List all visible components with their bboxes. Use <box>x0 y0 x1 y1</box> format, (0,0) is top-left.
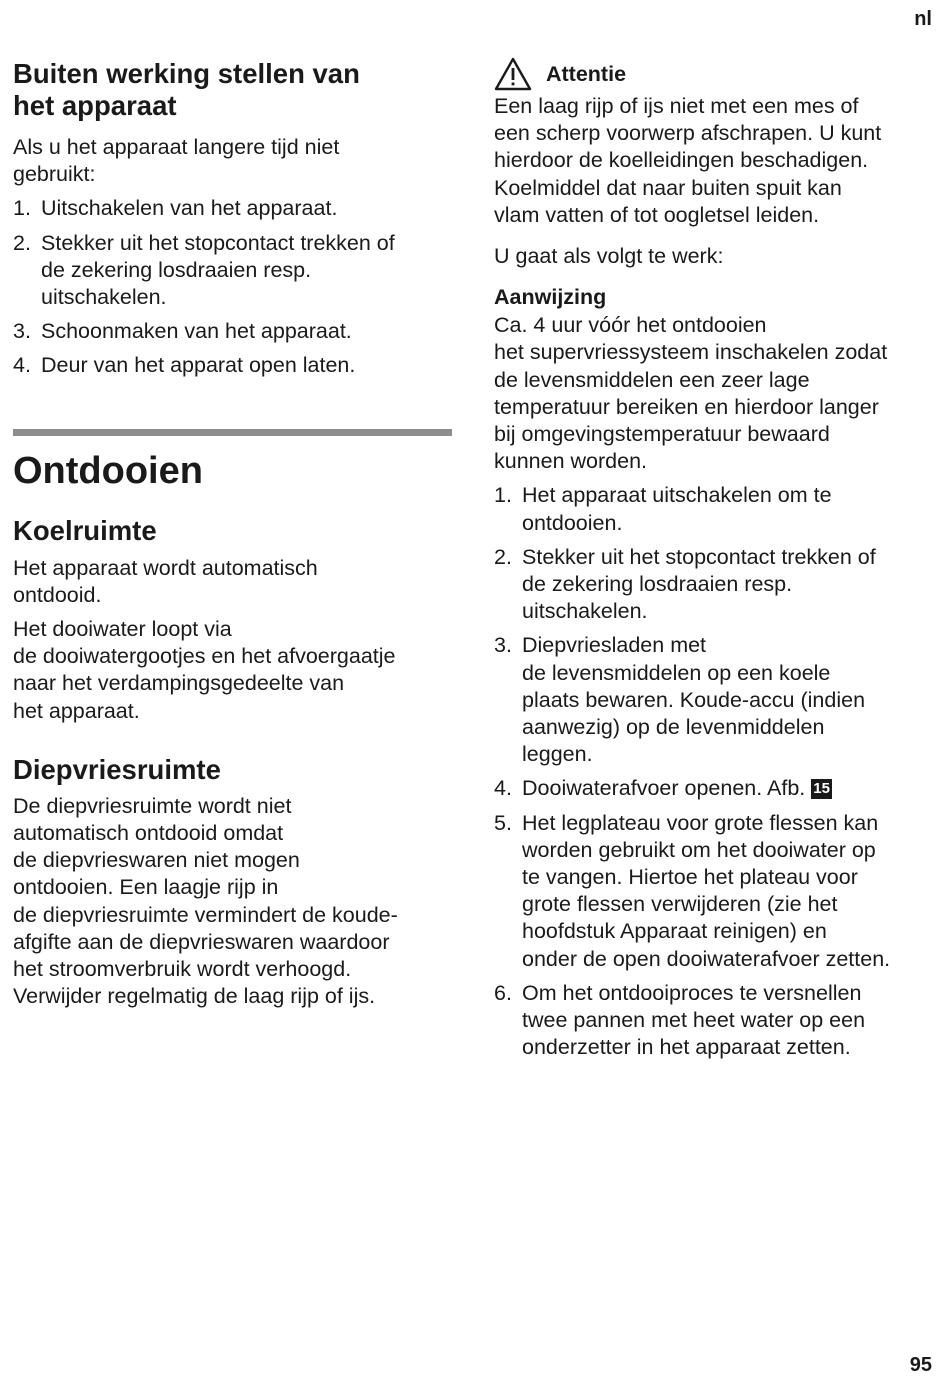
section-divider <box>13 429 452 436</box>
left-column <box>13 0 453 1010</box>
note-text: Ca. 4 uur vóór het ontdooien het supervriessysteem inschakelen zodat de levensmiddelen een zeer lage temperatuur bereiken en hierdoor langer bij omgevingstemperatuur bewaard kunnen worden. <box>494 313 888 474</box>
figure-reference-badge: 15 <box>813 780 830 798</box>
defrost-steps <box>494 482 939 1061</box>
heading-ontdooien: Ontdooien <box>13 449 203 492</box>
list-item: 3. Diepvriesladen met de levensmiddelen op een koele plaats bewaren. Koude-accu (indien aanwezig) op de levenmiddelen leggen. <box>494 633 866 767</box>
page-number: 95 <box>909 1354 932 1376</box>
heading-koelruimte: Koelruimte <box>13 514 157 546</box>
diepvriesruimte-paragraph: De diepvriesruimte wordt niet automatisch ontdooid omdat de diepvrieswaren niet mogen ontdooien. Een laagje rijp in de diepvriesruimte vermindert de koude- afgifte aan de diepvrieswaren waardoor het stroomverbruik wordt verhoogd. Verwijder regelmatig de laag rijp of ijs. <box>13 793 398 1009</box>
right-column <box>494 0 939 1062</box>
list-item: 4. Deur van het apparat open laten. <box>13 353 356 378</box>
warning-triangle-icon <box>494 57 532 91</box>
list-item: 6. Om het ontdooiproces te versnellen twee pannen met heet water op een onderzetter in het apparaat zetten. <box>494 980 866 1060</box>
list-item: 1. Het apparaat uitschakelen om te ontdooien. <box>494 483 832 535</box>
warning-text: Een laag rijp of ijs niet met een mes of een scherp voorwerp afschrapen. U kunt hierdoor de koelleidingen beschadigen. Koelmiddel dat naar buiten spuit kan vlam vatten of tot oogletsel leiden. <box>494 94 882 227</box>
list-item: 5. Het legplateau voor grote flessen kan worden gebruikt om het dooiwater op te vangen. Hiertoe het plateau voor grote flessen verwijderen (zie het hoofdstuk Apparaat reinigen) en onder de open dooiwaterafvoer zetten. <box>494 810 891 971</box>
list-item: 4. Dooiwaterafvoer openen. Afb. 15 <box>494 776 830 801</box>
warning-header <box>494 57 939 91</box>
koelruimte-paragraph-2: Het dooiwater loopt via de dooiwatergootjes en het afvoergaatje naar het verdampingsgedeelte van het apparaat. <box>13 617 396 723</box>
procedure-intro: U gaat als volgt te werk: <box>494 244 724 269</box>
note-title: Aanwijzing <box>494 285 607 310</box>
decommission-steps <box>13 195 453 379</box>
heading-buiten-werking: Buiten werking stellen van het apparaat <box>13 58 360 121</box>
language-label: nl <box>914 8 932 30</box>
list-item: 2. Stekker uit het stopcontact trekken of de zekering losdraaien resp. uitschakelen. <box>13 230 395 310</box>
warning-title: Attentie <box>546 61 627 86</box>
list-item: 1. Uitschakelen van het apparaat. <box>13 196 338 221</box>
intro-paragraph: Als u het apparaat langere tijd niet gebruikt: <box>13 135 340 187</box>
koelruimte-paragraph-1: Het apparaat wordt automatisch ontdooid. <box>13 555 318 607</box>
list-item: 2. Stekker uit het stopcontact trekken of de zekering losdraaien resp. uitschakelen. <box>494 544 876 624</box>
list-item: 3. Schoonmaken van het apparaat. <box>13 319 352 344</box>
heading-diepvriesruimte: Diepvriesruimte <box>13 753 221 785</box>
